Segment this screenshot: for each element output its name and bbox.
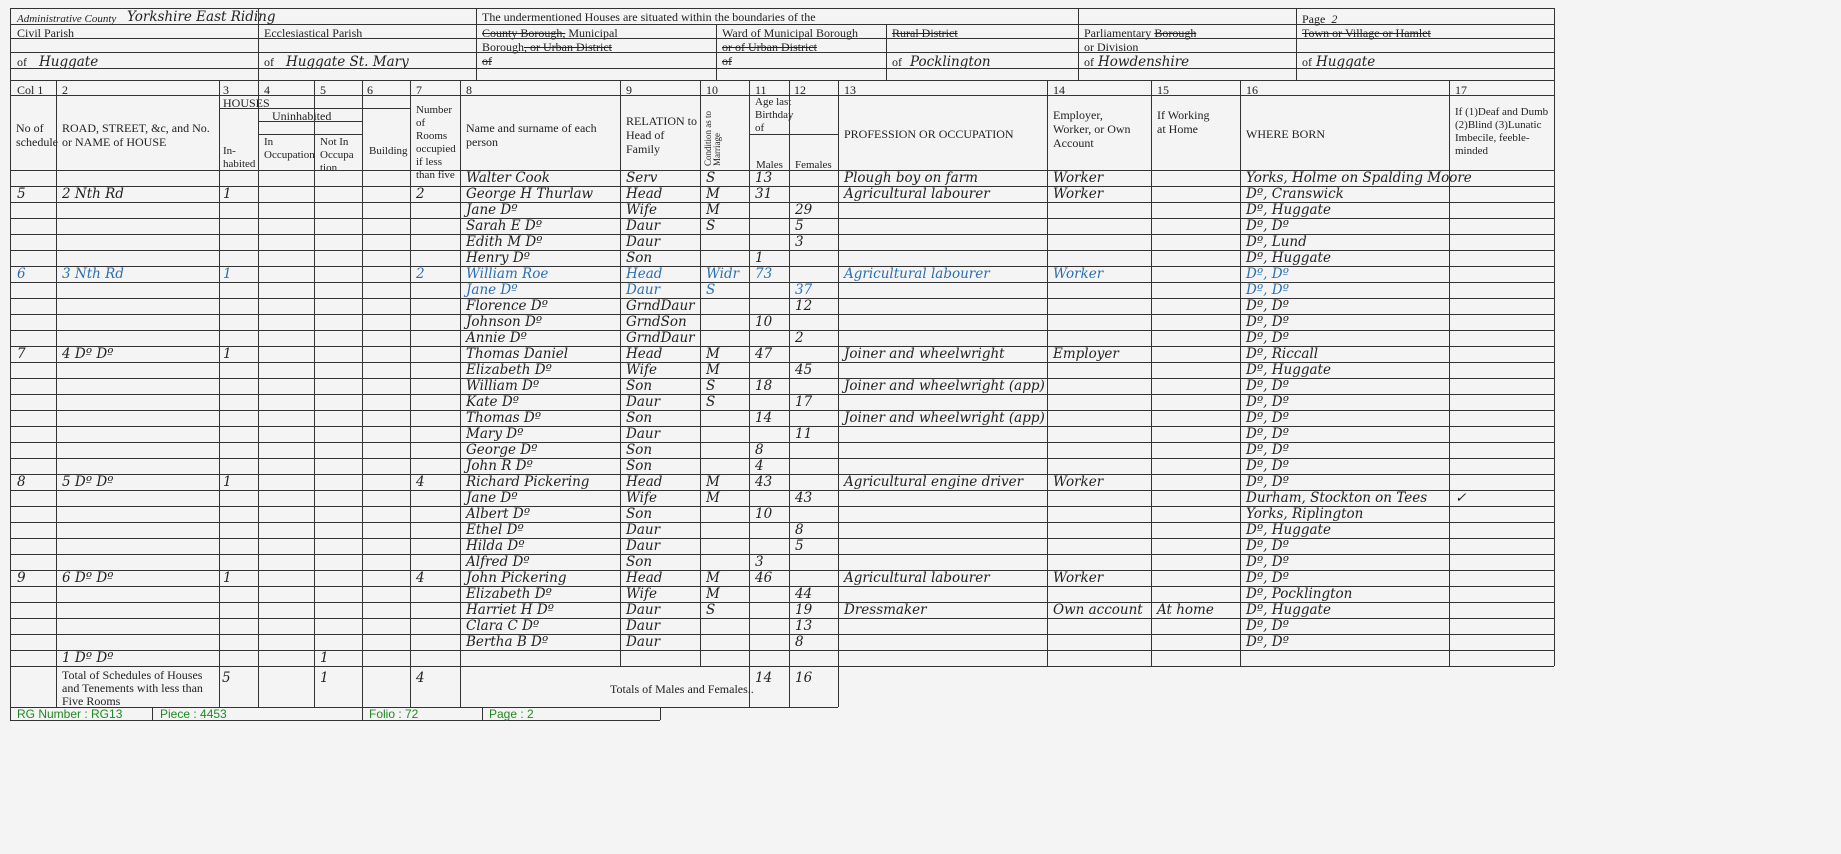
row-name: Bertha B Dº: [466, 634, 549, 650]
eccl-parish-field: of Huggate St. Mary: [264, 54, 409, 70]
row-where-born: Dº, Huggate: [1246, 250, 1331, 266]
row-name: William Dº: [466, 378, 540, 394]
row-rooms: 4: [416, 570, 425, 586]
row-rooms: 4: [416, 474, 425, 490]
row-where-born: Dº, Huggate: [1246, 202, 1331, 218]
row-condition: S: [706, 218, 716, 234]
row-male-age: 31: [755, 186, 773, 202]
row-employer: Worker: [1053, 170, 1104, 186]
row-employer: Employer: [1053, 346, 1119, 362]
row-where-born: Dº, Dº: [1246, 426, 1289, 442]
row-relation: Son: [626, 458, 653, 474]
row-occupation: Dressmaker: [844, 602, 927, 618]
row-road: 4 Dº Dº: [62, 346, 114, 362]
row-name: Florence Dº: [466, 298, 548, 314]
row-where-born: Dº, Dº: [1246, 458, 1289, 474]
row-condition: M: [706, 474, 720, 490]
row-name: John Pickering: [466, 570, 567, 586]
ward-of-struck: of: [722, 54, 732, 68]
row-female-age: 12: [795, 298, 813, 314]
row-relation: GrndDaur: [626, 298, 695, 314]
col-num-2: 2: [62, 83, 68, 97]
hdr-condition: Condition as to Marriage: [703, 110, 722, 166]
hdr-relation: RELATION to Head of Family: [626, 114, 697, 156]
row-name: Edith M Dº: [466, 234, 543, 250]
footer-folio: Folio : 72: [369, 707, 419, 721]
col-num-10: 10: [706, 83, 718, 97]
row-occupation: Agricultural labourer: [844, 266, 990, 282]
row-schedule: 5: [17, 186, 26, 202]
row-where-born: Dº, Dº: [1246, 330, 1289, 346]
row-where-born: Dº, Pocklington: [1246, 586, 1353, 602]
col-num-1: Col 1: [17, 83, 44, 97]
col-num-11: 11: [755, 83, 767, 97]
row-inhabited: 1: [223, 186, 232, 202]
row-relation: Daur: [626, 618, 661, 634]
row-condition: M: [706, 586, 720, 602]
row-name: Elizabeth Dº: [466, 586, 552, 602]
row-name: Mary Dº: [466, 426, 524, 442]
col-num-12: 12: [794, 83, 806, 97]
eccl-parish-label: Ecclesiastical Parish: [264, 26, 363, 40]
row-relation: Daur: [626, 394, 661, 410]
row-where-born: Dº, Dº: [1246, 298, 1289, 314]
hdr-in-occupation: In Occupation: [264, 136, 315, 161]
row-female-age: 5: [795, 218, 804, 234]
hdr-profession: PROFESSION OR OCCUPATION: [844, 127, 1014, 141]
row-relation: Wife: [626, 202, 657, 218]
row-where-born: Dº, Dº: [1246, 282, 1289, 298]
hdr-employer: Employer, Worker, or Own Account: [1053, 108, 1131, 150]
row-male-age: 3: [755, 554, 764, 570]
row-where-born: Durham, Stockton on Tees: [1246, 490, 1428, 506]
row-relation: Daur: [626, 218, 661, 234]
row-where-born: Dº, Dº: [1246, 538, 1289, 554]
row-where-born: Dº, Dº: [1246, 634, 1289, 650]
row-relation: Head: [626, 346, 663, 362]
row-at-home: At home: [1157, 602, 1214, 618]
row-male-age: 14: [755, 410, 773, 426]
row-where-born: Dº, Dº: [1246, 218, 1289, 234]
row-employer: Worker: [1053, 570, 1104, 586]
row-occupation: Joiner and wheelwright: [844, 346, 1005, 362]
row-female-age: 44: [795, 586, 813, 602]
col-num-9: 9: [626, 83, 632, 97]
hdr-where-born: WHERE BORN: [1246, 127, 1325, 141]
town-label: Town or Village or Hamlet: [1302, 26, 1431, 40]
row-female-age: 13: [795, 618, 813, 634]
row-schedule: 8: [17, 474, 26, 490]
row-employer: Own account: [1053, 602, 1143, 618]
row-where-born: Dº, Dº: [1246, 394, 1289, 410]
row-relation: Daur: [626, 538, 661, 554]
row-condition: M: [706, 202, 720, 218]
row-rooms: 2: [416, 186, 425, 202]
row-name: Ethel Dº: [466, 522, 524, 538]
col-num-13: 13: [844, 83, 856, 97]
row-female-age: 8: [795, 634, 804, 650]
row-female-age: 45: [795, 362, 813, 378]
row-condition: S: [706, 394, 716, 410]
col-num-16: 16: [1246, 83, 1258, 97]
col-num-7: 7: [416, 83, 422, 97]
row-where-born: Dº, Lund: [1246, 234, 1307, 250]
hdr-not-in-occupation: Not In Occupa tion: [320, 136, 354, 174]
row-relation: GrndSon: [626, 314, 687, 330]
footer-rg: RG Number : RG13: [17, 707, 123, 721]
row-where-born: Dº, Cranswick: [1246, 186, 1344, 202]
row-male-age: 13: [755, 170, 773, 186]
row-male-age: 43: [755, 474, 773, 490]
row-name: Walter Cook: [466, 170, 550, 186]
row-condition: S: [706, 602, 716, 618]
admin-county-label: Administrative County: [17, 13, 117, 25]
row-name: Alfred Dº: [466, 554, 530, 570]
admin-county-value: Yorkshire East Riding: [127, 9, 276, 25]
hdr-infirmity: If (1)Deaf and Dumb (2)Blind (3)Lunatic Imbecile, feeble-minded: [1455, 106, 1549, 157]
row-name: George Dº: [466, 442, 538, 458]
row-female-age: 43: [795, 490, 813, 506]
row-road: 5 Dº Dº: [62, 474, 114, 490]
row-condition: Widr: [706, 266, 740, 282]
hdr-uninhabited: Uninhabited: [272, 109, 332, 123]
row-name: Elizabeth Dº: [466, 362, 552, 378]
row-name: Jane Dº: [466, 282, 518, 298]
row-male-age: 18: [755, 378, 773, 394]
row-relation: Serv: [626, 170, 658, 186]
row-female-age: 2: [795, 330, 804, 346]
hdr-working-home: If Working at Home: [1157, 108, 1210, 136]
hdr-name: Name and surname of each person: [466, 121, 597, 149]
row-occupation: Joiner and wheelwright (app): [844, 410, 1045, 426]
row-where-born: Dº, Dº: [1246, 474, 1289, 490]
row-male-age: 4: [755, 458, 764, 474]
col-num-4: 4: [264, 83, 270, 97]
row-relation: Son: [626, 506, 653, 522]
row-schedule: 7: [17, 346, 26, 362]
row-male-age: 46: [755, 570, 773, 586]
row-road: 6 Dº Dº: [62, 570, 114, 586]
row-inhabited: 1: [223, 266, 232, 282]
row-occupation: Joiner and wheelwright (app): [844, 378, 1045, 394]
totals-rooms: 4: [416, 670, 425, 686]
row-relation: Head: [626, 266, 663, 282]
row-female-age: 19: [795, 602, 813, 618]
row-where-born: Dº, Dº: [1246, 266, 1289, 282]
row-male-age: 47: [755, 346, 773, 362]
footer-piece: Piece : 4453: [160, 707, 227, 721]
row-condition: S: [706, 378, 716, 394]
row-inhabited: 1: [223, 474, 232, 490]
hdr-houses: HOUSES: [223, 96, 270, 110]
row-where-born: Yorks, Holme on Spalding Moore: [1246, 170, 1472, 186]
row-name: Annie Dº: [466, 330, 527, 346]
row-occupation: Agricultural labourer: [844, 570, 990, 586]
row-relation: Head: [626, 474, 663, 490]
row-relation: Son: [626, 250, 653, 266]
row-name: Jane Dº: [466, 202, 518, 218]
row-relation: Head: [626, 570, 663, 586]
ward-urban-struck: or of Urban District: [722, 40, 817, 54]
row-infirmity: ✓: [1455, 490, 1467, 506]
row-where-born: Dº, Dº: [1246, 618, 1289, 634]
row-name: Kate Dº: [466, 394, 520, 410]
row-relation: Head: [626, 186, 663, 202]
col-num-6: 6: [367, 83, 373, 97]
row-name: Harriet H Dº: [466, 602, 554, 618]
row-where-born: Dº, Dº: [1246, 410, 1289, 426]
row-road: 2 Nth Rd: [62, 186, 124, 202]
row-relation: Daur: [626, 282, 661, 298]
row-female-age: 3: [795, 234, 804, 250]
hdr-building: Building: [369, 145, 408, 157]
row-condition: M: [706, 186, 720, 202]
totals-uninhabited: 1: [320, 670, 329, 686]
footer-page: Page : 2: [489, 707, 534, 721]
row-male-age: 1: [755, 250, 764, 266]
row-name: Albert Dº: [466, 506, 531, 522]
col-num-8: 8: [466, 83, 472, 97]
row-relation: Daur: [626, 634, 661, 650]
row-where-born: Dº, Huggate: [1246, 362, 1331, 378]
row-male-age: 10: [755, 506, 773, 522]
row-name: Thomas Dº: [466, 410, 542, 426]
row-female-age: 37: [795, 282, 813, 298]
row-road: 3 Nth Rd: [62, 266, 124, 282]
division-field: of Howdenshire: [1084, 54, 1190, 70]
row-name: Jane Dº: [466, 490, 518, 506]
row-female-age: 17: [795, 394, 813, 410]
hdr-road: ROAD, STREET, &c, and No. or NAME of HOUSE: [62, 121, 210, 149]
row-uninhabited: 1: [320, 650, 329, 666]
hdr-males: Males: [756, 159, 783, 171]
row-occupation: Agricultural labourer: [844, 186, 990, 202]
row-rooms: 2: [416, 266, 425, 282]
row-relation: Daur: [626, 234, 661, 250]
row-name: George H Thurlaw: [466, 186, 594, 202]
or-division-label: or Division: [1084, 40, 1139, 54]
hdr-age: Age last Birthday of: [755, 96, 794, 134]
col-num-17: 17: [1455, 83, 1467, 97]
row-female-age: 11: [795, 426, 813, 442]
row-relation: Son: [626, 378, 653, 394]
row-name: Clara C Dº: [466, 618, 540, 634]
row-name: John R Dº: [466, 458, 533, 474]
row-name: Henry Dº: [466, 250, 530, 266]
row-employer: Worker: [1053, 186, 1104, 202]
row-employer: Worker: [1053, 474, 1104, 490]
row-where-born: Dº, Dº: [1246, 314, 1289, 330]
row-male-age: 8: [755, 442, 764, 458]
row-relation: Wife: [626, 586, 657, 602]
totals-mf-label: Totals of Males and Females..: [610, 682, 754, 696]
row-where-born: Dº, Dº: [1246, 442, 1289, 458]
row-condition: M: [706, 346, 720, 362]
county-borough-label: County Borough, Municipal: [482, 26, 618, 40]
rural-district-field: of Pocklington: [892, 54, 991, 70]
row-name: William Roe: [466, 266, 549, 282]
hdr-schedule: No of schedule: [16, 121, 58, 149]
row-schedule: 6: [17, 266, 26, 282]
row-occupation: Plough boy on farm: [844, 170, 978, 186]
row-female-age: 5: [795, 538, 804, 554]
row-occupation: Agricultural engine driver: [844, 474, 1024, 490]
row-where-born: Dº, Huggate: [1246, 602, 1331, 618]
row-condition: M: [706, 570, 720, 586]
row-where-born: Dº, Dº: [1246, 570, 1289, 586]
col-num-3: 3: [223, 83, 229, 97]
totals-inhabited: 5: [222, 670, 231, 686]
row-name: Thomas Daniel: [466, 346, 569, 362]
row-relation: Wife: [626, 362, 657, 378]
row-inhabited: 1: [223, 346, 232, 362]
row-name: Sarah E Dº: [466, 218, 543, 234]
hdr-inhabited: In-habited: [223, 145, 256, 170]
hdr-rooms: Number of Rooms occupied if less than five: [416, 104, 456, 181]
col-num-14: 14: [1053, 83, 1065, 97]
civil-parish-field: of Huggate: [17, 54, 99, 70]
parliamentary-label: Parliamentary Borough: [1084, 26, 1197, 40]
row-condition: S: [706, 282, 716, 298]
row-name: Richard Pickering: [466, 474, 590, 490]
row-where-born: Dº, Dº: [1246, 554, 1289, 570]
row-where-born: Dº, Dº: [1246, 378, 1289, 394]
row-condition: M: [706, 490, 720, 506]
row-male-age: 10: [755, 314, 773, 330]
row-relation: Son: [626, 554, 653, 570]
row-name: Johnson Dº: [466, 314, 543, 330]
row-relation: Son: [626, 410, 653, 426]
row-condition: M: [706, 362, 720, 378]
borough-of-struck: of: [482, 54, 492, 68]
row-where-born: Yorks, Riplington: [1246, 506, 1364, 522]
row-schedule: 9: [17, 570, 26, 586]
town-field: of Huggate: [1302, 54, 1376, 70]
col-num-15: 15: [1157, 83, 1169, 97]
row-relation: Daur: [626, 522, 661, 538]
row-where-born: Dº, Huggate: [1246, 522, 1331, 538]
row-relation: Daur: [626, 426, 661, 442]
boundaries-text: The undermentioned Houses are situated within the boundaries of the: [482, 10, 816, 24]
col-num-5: 5: [320, 83, 326, 97]
row-relation: GrndDaur: [626, 330, 695, 346]
row-female-age: 8: [795, 522, 804, 538]
row-condition: S: [706, 170, 716, 186]
row-where-born: Dº, Riccall: [1246, 346, 1319, 362]
civil-parish-label: Civil Parish: [17, 26, 75, 40]
row-relation: Wife: [626, 490, 657, 506]
totals-males: 14: [755, 670, 773, 686]
row-female-age: 29: [795, 202, 813, 218]
row-employer: Worker: [1053, 266, 1104, 282]
rural-district-label: Rural District: [892, 26, 958, 40]
row-inhabited: 1: [223, 570, 232, 586]
row-relation: Son: [626, 442, 653, 458]
row-name: Hilda Dº: [466, 538, 525, 554]
row-relation: Daur: [626, 602, 661, 618]
row-male-age: 73: [755, 266, 773, 282]
row-road: 1 Dº Dº: [62, 650, 114, 666]
totals-females: 16: [795, 670, 813, 686]
hdr-females: Females: [795, 159, 832, 171]
page-label: Page 2: [1302, 12, 1338, 26]
borough-label: Borough, or Urban District: [482, 40, 612, 54]
ward-label: Ward of Municipal Borough: [722, 26, 859, 40]
totals-label: Total of Schedules of Houses and Tenements with less than Five Rooms: [62, 668, 203, 708]
